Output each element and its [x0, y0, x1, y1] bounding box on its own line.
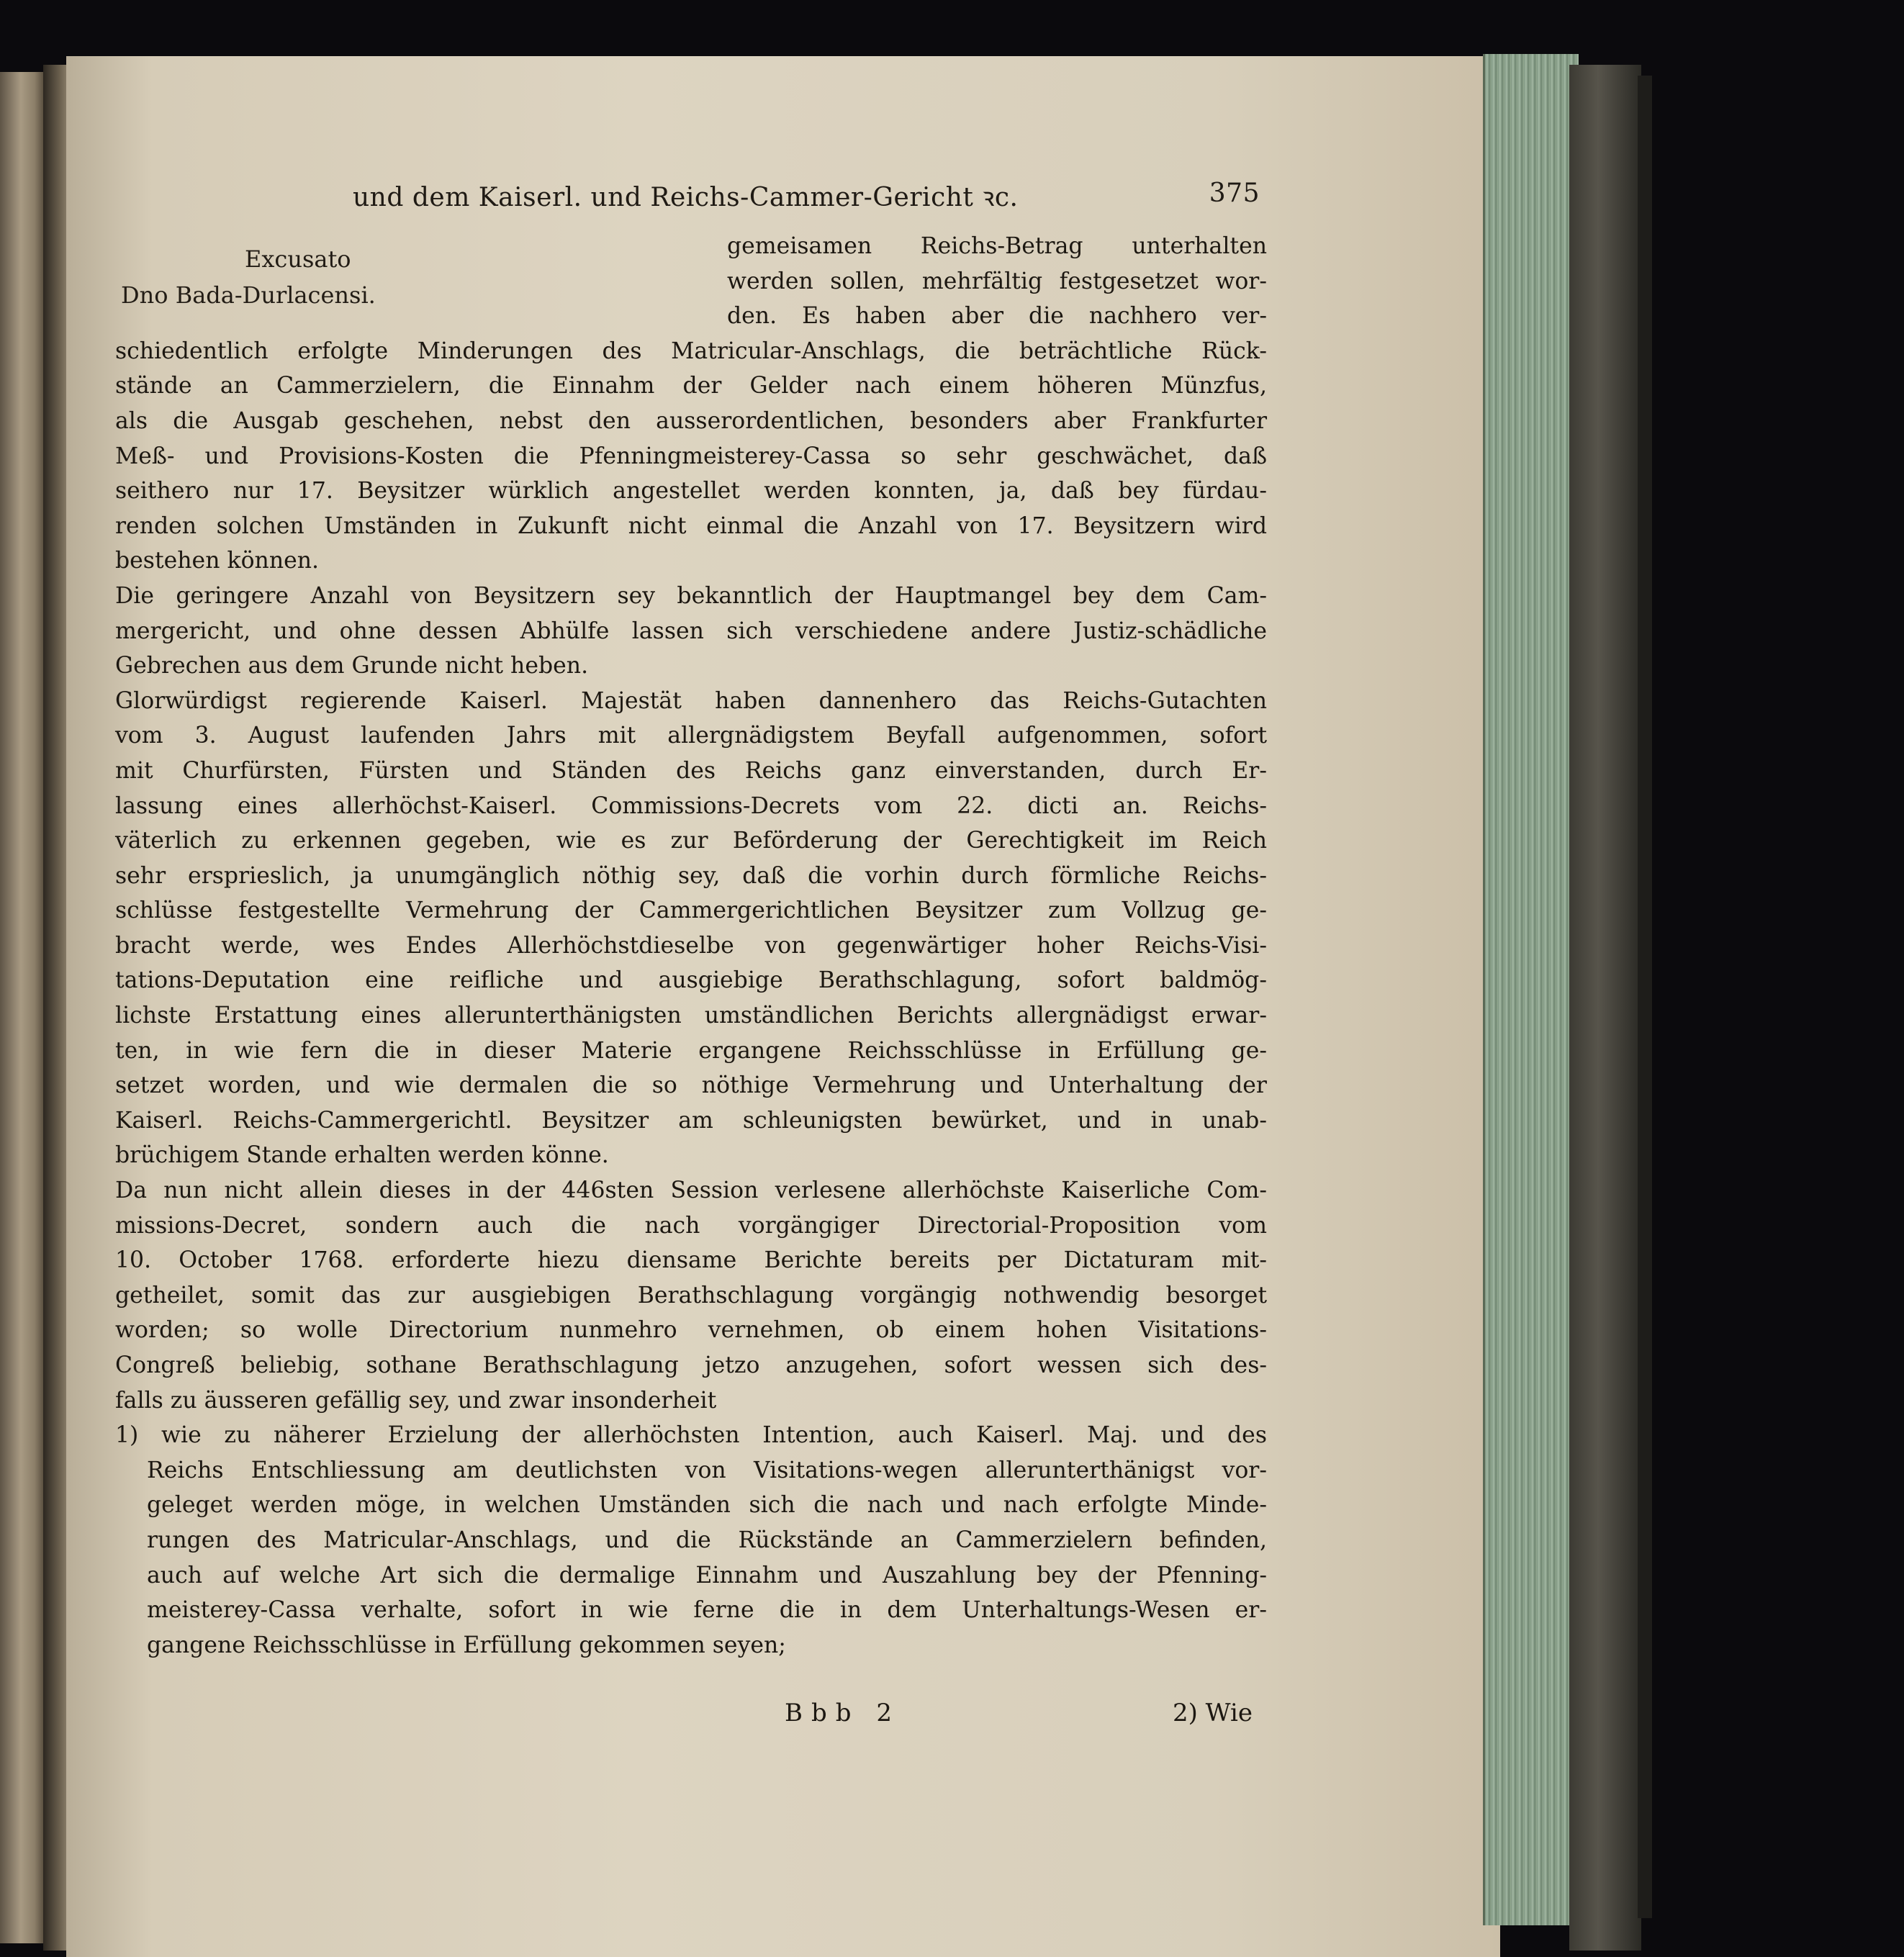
- paragraph: [115, 579, 1267, 684]
- text-line: Gebrechen aus dem Grunde nicht heben.: [115, 653, 589, 679]
- book-cover-edge: [1569, 65, 1641, 1951]
- body-text: [115, 229, 1267, 1663]
- margin-note-line: Dno Bada-Durlacensi.: [121, 281, 376, 309]
- paragraph: [115, 1173, 1267, 1418]
- signature-mark: Bbb 2: [785, 1699, 901, 1727]
- text-line: Kaiserl. Reichs-Cammergerichtl. Beysitzer am schleunigsten bewürket, und in unab-: [115, 1107, 1267, 1134]
- text-line: Congreß beliebig, sothane Berathschlagung jetzo anzugehen, sofort wessen sich des-: [115, 1352, 1267, 1378]
- book-cover-shadow: [1638, 76, 1652, 1918]
- text-line: gangene Reichsschlüsse in Erfüllung gekommen seyen;: [147, 1632, 786, 1658]
- catchword: 2) Wie: [1172, 1699, 1253, 1727]
- text-line: stände an Cammerzielern, die Einnahm der Gelder nach einem höheren Münzfus,: [115, 373, 1267, 399]
- text-line: gemeisamen Reichs-Betrag unterhalten: [727, 233, 1267, 259]
- text-line: schiedentlich erfolgte Minderungen des Matricular-Anschlags, die beträchtliche Rück-: [115, 338, 1267, 364]
- text-line: worden; so wolle Directorium nunmehro vernehmen, ob einem hohen Visitations-: [115, 1317, 1267, 1344]
- text-line: tations-Deputation eine reifliche und ausgiebige Berathschlagung, sofort baldmög-: [115, 967, 1267, 994]
- text-line: vom 3. August laufenden Jahrs mit allergnädigstem Beyfall aufgenommen, sofort: [115, 723, 1267, 749]
- text-line: 10. October 1768. erforderte hiezu diensame Berichte bereits per Dictaturam mit-: [115, 1247, 1267, 1274]
- text-line: setzet worden, und wie dermalen die so nöthige Vermehrung und Unterhaltung der: [115, 1072, 1267, 1099]
- text-line: sehr ersprieslich, ja unumgänglich nöthig sey, daß die vorhin durch förmliche Reichs-: [115, 862, 1267, 889]
- text-line: den. Es haben aber die nachhero ver-: [727, 303, 1267, 330]
- text-line: lichste Erstattung eines allerunterthänigsten umständlichen Berichts allergnädigst erwar-: [115, 1003, 1267, 1029]
- text-line: als die Ausgab geschehen, nebst den ausserordentlichen, besonders aber Frankfurter: [115, 407, 1267, 434]
- text-line: Reichs Entschliessung am deutlichsten von Visitations-wegen allerunterthänigst vor-: [147, 1457, 1267, 1483]
- text-line: seithero nur 17. Beysitzer würklich angestellet werden konnten, ja, daß bey fürdau-: [115, 478, 1267, 505]
- running-header: [353, 178, 1260, 219]
- text-line: Die geringere Anzahl von Beysitzern sey bekanntlich der Hauptmangel bey dem Cam-: [115, 582, 1267, 609]
- text-line: Meß- und Provisions-Kosten die Pfenningmeisterey-Cassa so sehr geschwächet, daß: [115, 443, 1267, 469]
- paragraph: [115, 684, 1267, 1173]
- text-line: renden solchen Umständen in Zukunft nicht einmal die Anzahl von 17. Beysitzern wird: [115, 512, 1267, 539]
- text-line: 1) wie zu näherer Erzielung der allerhöchsten Intention, auch Kaiserl. Maj. und des: [115, 1422, 1267, 1449]
- text-line: auch auf welche Art sich die dermalige Einnahm und Auszahlung bey der Pfenning-: [147, 1562, 1267, 1588]
- running-title: und dem Kaiserl. und Reichs-Cammer-Gericht ꝛc.: [353, 183, 1019, 212]
- text-line: bestehen können.: [115, 548, 320, 574]
- text-line: lassung eines allerhöchst-Kaiserl. Commissions-Decrets vom 22. dicti an. Reichs-: [115, 792, 1267, 819]
- text-line: rungen des Matricular-Anschlags, und die Rückstände an Cammerzielern befinden,: [147, 1527, 1267, 1553]
- text-line: väterlich zu erkennen gegeben, wie es zur Beförderung der Gerechtigkeit im Reich: [115, 828, 1267, 854]
- text-line: werden sollen, mehrfältig festgesetzet wor-: [727, 268, 1267, 294]
- text-line: Da nun nicht allein dieses in der 446sten Session verlesene allerhöchste Kaiserliche Com-: [115, 1178, 1267, 1204]
- text-line: geleget werden möge, in welchen Umständen sich die nach und nach erfolgte Minde-: [147, 1492, 1267, 1519]
- text-line: bracht werde, wes Endes Allerhöchstdieselbe von gegenwärtiger hoher Reichs-Visi-: [115, 932, 1267, 959]
- numbered-item: [115, 1418, 1267, 1663]
- paragraph: [115, 229, 1267, 579]
- text-line: getheilet, somit das zur ausgiebigen Berathschlagung vorgängig nothwendig besorget: [115, 1282, 1267, 1309]
- text-line: missions-Decret, sondern auch die nach vorgängiger Directorial-Proposition vom: [115, 1212, 1267, 1239]
- text-line: falls zu äusseren gefällig sey, und zwar insonderheit: [115, 1387, 717, 1414]
- text-line: mergericht, und ohne dessen Abhülfe lassen sich verschiedene andere Justiz-schädliche: [115, 618, 1267, 644]
- text-line: schlüsse festgestellte Vermehrung der Cammergerichtlichen Beysitzer zum Vollzug ge-: [115, 898, 1267, 924]
- margin-note-line: Excusato: [245, 245, 351, 273]
- text-line: mit Churfürsten, Fürsten und Ständen des Reichs ganz einverstanden, durch Er-: [115, 757, 1267, 784]
- page-block-edge: [1483, 54, 1579, 1925]
- facing-page-edge: [0, 72, 46, 1943]
- page-number: 375: [1209, 178, 1260, 208]
- text-line: Glorwürdigst regierende Kaiserl. Majestät haben dannenhero das Reichs-Gutachten: [115, 687, 1267, 714]
- text-line: meisterey-Cassa verhalte, sofort in wie ferne die in dem Unterhaltungs-Wesen er-: [147, 1597, 1267, 1624]
- text-line: ten, in wie fern die in dieser Materie ergangene Reichsschlüsse in Erfüllung ge-: [115, 1037, 1267, 1064]
- page-footer: [785, 1699, 1253, 1735]
- text-line: brüchigem Stande erhalten werden könne.: [115, 1142, 609, 1169]
